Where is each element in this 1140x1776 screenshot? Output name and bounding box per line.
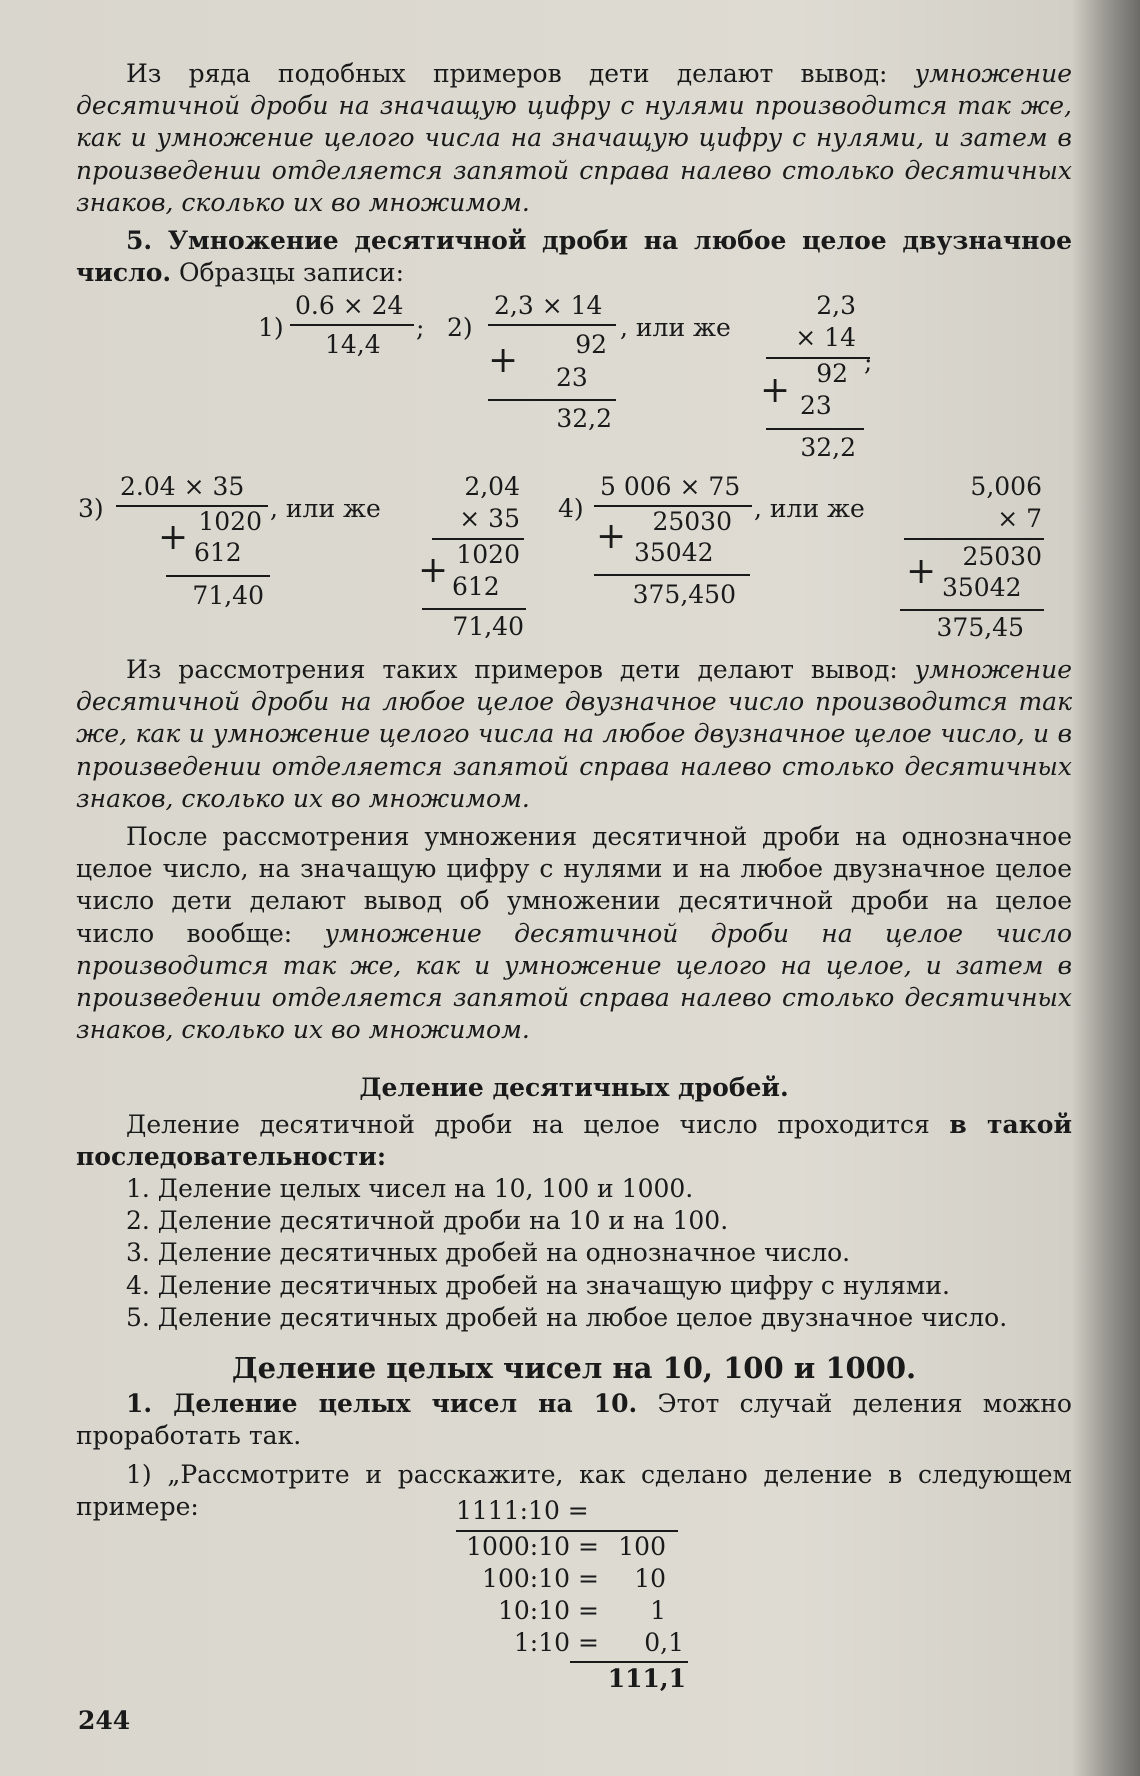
partial-product-1: 1020	[456, 540, 520, 569]
separator: ;	[416, 313, 425, 342]
page-number: 244	[78, 1706, 131, 1735]
plus-sign: +	[488, 340, 519, 381]
separator: ;	[864, 347, 873, 376]
partial-product-1: 92	[575, 330, 607, 359]
partial-product-2: 35042	[634, 538, 714, 567]
example-3-factors: 2.04 × 35	[120, 472, 245, 501]
paragraph-lead: После рассмотрения умножения десятичной дроби на однозначное целое число, на значащую цифру с нулями и на любое двузначное целое число дети делают вывод об умножении десятичной дроби на целое число вообще:	[76, 822, 1072, 948]
list-item: 4. Деление десятичных дробей на значащую цифру с нулями.	[126, 1270, 950, 1300]
section-title: 5. Умножение десятичной дроби на любое целое двузначное число.	[76, 226, 1072, 288]
plus-sign: +	[158, 517, 189, 558]
division-total: 111,1	[607, 1664, 686, 1693]
list-item: 1. Деление целых чисел на 10, 100 и 1000.	[126, 1174, 694, 1204]
instruction-1: 1) „Рассмотрите и расскажите, как сделано деление в следующем примере:	[76, 1459, 1072, 1521]
example-1-product: 14,4	[325, 330, 381, 359]
division-row-right: 0,1	[644, 1628, 684, 1657]
example-1-label: 1)	[258, 313, 284, 342]
partial-product-1: 92	[816, 359, 848, 388]
division-row-left: 10:10	[497, 1596, 570, 1625]
division-row-left: 100:10	[482, 1564, 570, 1593]
multiplicand: 2,3	[816, 291, 856, 320]
or-label: , или же	[270, 494, 381, 523]
example-2-factors: 2,3 × 14	[494, 291, 603, 320]
division-row-right: 100	[618, 1532, 666, 1561]
division-row-right: 10	[634, 1564, 666, 1593]
intro-lead: Деление десятичной дроби на целое число проходится	[126, 1109, 950, 1139]
or-label: , или же	[620, 313, 731, 342]
equals-sign: =	[578, 1628, 599, 1657]
example-3b-result: 71,40	[452, 612, 524, 641]
paragraph-lead: Из рассмотрения таких примеров дети делают вывод:	[126, 655, 915, 684]
partial-product-1: 25030	[652, 507, 732, 536]
list-item: 2. Деление десятичной дроби на 10 и на 100.	[126, 1206, 729, 1236]
partial-product-2: 23	[556, 363, 588, 392]
equals-sign: =	[578, 1564, 599, 1593]
rule-statement: умножение десятичной дроби на любое целое двузначное число производится так же, как и умножение целого числа на любое двузначное целое число, и в произведении отделяется запятой справа налево столько десятичных знаков, сколько их во множимом.	[76, 655, 1072, 813]
example-2-result: 32,2	[556, 404, 612, 433]
equals-sign: =	[578, 1596, 599, 1625]
plus-sign: +	[418, 550, 449, 591]
plus-sign: +	[596, 516, 627, 557]
multiplicand: 5,006	[970, 472, 1042, 501]
rule-statement: умножение десятичной дроби на целое число производится так же, как и умножение целого на целое, и затем в произведении отделяется запятой справа налево столько десятичных знаков, сколько их во множимом.	[76, 918, 1072, 1045]
plus-sign: +	[906, 551, 937, 592]
division-row-left: 1000:10	[466, 1532, 570, 1561]
total-line	[570, 1661, 688, 1663]
multiplier: × 35	[459, 504, 520, 533]
rule-statement: умножение десятичной дроби на значащую цифру с нулями производится так же, как и умножение целого числа на значащую цифру с нулями, и затем в произведении отделяется запятой справа налево столько десятичных знаков, сколько их во множимом.	[76, 59, 1072, 217]
example-2b-result: 32,2	[800, 433, 856, 462]
division-row-right: 1	[650, 1596, 666, 1625]
example-1-factors: 0.6 × 24	[295, 291, 404, 320]
subsection-text: Этот случай деления можно проработать так.	[76, 1389, 1072, 1451]
partial-product-1: 25030	[962, 542, 1042, 571]
example-4-result: 375,450	[632, 580, 736, 609]
multiplier: × 7	[997, 504, 1042, 533]
example-3-result: 71,40	[192, 581, 264, 610]
equals-sign: =	[578, 1532, 599, 1561]
list-item: 3. Деление десятичных дробей на однозначное число.	[126, 1238, 851, 1268]
partial-product-2: 35042	[942, 573, 1022, 602]
intro-bold: в такой последовательности:	[76, 1109, 1072, 1171]
example-4-label: 4)	[558, 494, 584, 523]
paragraph-lead: Из ряда подобных примеров дети делают вывод:	[126, 59, 915, 88]
partial-product-1: 1020	[198, 507, 262, 536]
example-4-factors: 5 006 × 75	[600, 472, 741, 501]
section-title-after: Образцы записи:	[171, 258, 404, 288]
section-heading-integers: Деление целых чисел на 10, 100 и 1000.	[231, 1351, 917, 1386]
division-row-left: 1:10	[513, 1628, 570, 1657]
partial-product-2: 612	[452, 572, 500, 601]
multiplier: × 14	[795, 323, 856, 352]
or-label: , или же	[754, 494, 865, 523]
plus-sign: +	[760, 370, 791, 411]
list-item: 5. Деление десятичных дробей на любое целое двузначное число.	[126, 1302, 1008, 1332]
section-heading-division: Деление десятичных дробей.	[359, 1073, 789, 1103]
multiplicand: 2,04	[464, 472, 520, 501]
partial-product-2: 612	[194, 538, 242, 567]
example-4b-result: 375,45	[936, 613, 1024, 642]
subsection-title: 1. Деление целых чисел на 10.	[126, 1389, 638, 1419]
division-header: 1111:10 =	[456, 1496, 589, 1525]
example-3-label: 3)	[78, 494, 104, 523]
partial-product-2: 23	[800, 391, 832, 420]
example-2-label: 2)	[447, 313, 473, 342]
